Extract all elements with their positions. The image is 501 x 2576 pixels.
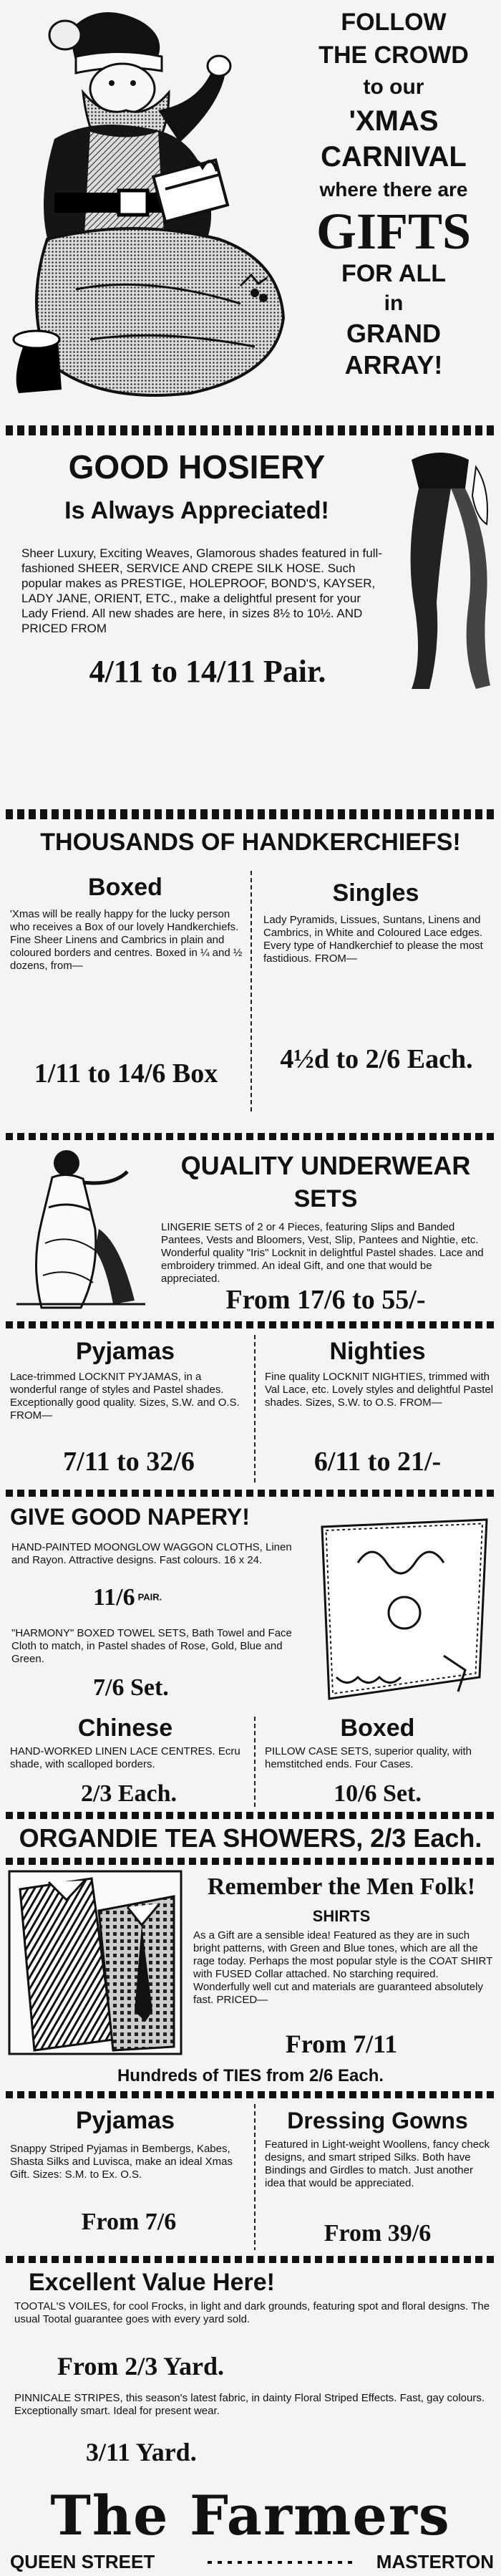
nighties-price: 6/11 to 21/-	[313, 1447, 442, 1477]
chinese-heading: Chinese	[77, 1714, 173, 1742]
mens-pyjamas-body: Snappy Striped Pyjamas in Bembergs, Kabes, Shasta Silks and Luvisca, make an ideal Xmas Gift. Sizes: S.M. to Ex. O.S.	[10, 2143, 233, 2181]
pillowcase-body: PILLOW CASE SETS, superior quality, with hemstitched ends. Four Cases.	[265, 1745, 472, 1770]
underwear-title: QUALITY UNDERWEAR	[180, 1151, 471, 1180]
napery-price1: 11/6	[93, 1584, 135, 1611]
handkerchiefs-singles-price: 4½d to 2/6 Each.	[280, 1044, 473, 1074]
divider	[6, 425, 495, 435]
value-body1: TOOTAL'S VOILES, for cool Frocks, in light and dark grounds, featuring spot and floral designs. The usual Tootal guarantee goes with every yard sold.	[14, 2300, 490, 2325]
underwear-title-sets: SETS	[293, 1185, 358, 1212]
handkerchiefs-title: THOUSANDS OF HANDKERCHIEFS!	[40, 829, 461, 856]
column-divider	[254, 2104, 256, 2250]
napery-price1-group	[93, 1584, 308, 1611]
napery-item2: "HARMONY" BOXED TOWEL SETS, Bath Towel and Face Cloth to match, in Pastel shades of Rose, Gold, Blue and Green.	[11, 1627, 292, 1665]
hosiery-body: Sheer Luxury, Exciting Weaves, Glamorous shades featured in full-fashioned SHEER, SERVICE AND CREPE SILK HOSE. Such popular makes as PRESTIGE, HOLEPROOF, BOND'S, KAYSER, LADY JANE, ORIENT, ETC., make a delightful present for your Lady Friend. All new shades are here, in sizes 8½ to 10½. AND PRICED FROM	[21, 546, 382, 635]
nighties-body: Fine quality LOCKNIT NIGHTIES, trimmed with Val Lace, etc. Lovely styles and delightful Pastel shades. Sizes, S.W. to O.S. FROM—	[265, 1371, 494, 1409]
napery-item1: HAND-PAINTED MOONGLOW WAGGON CLOTHS, Linen and Rayon. Attractive designs. Fast colours. 16 x 24.	[11, 1541, 292, 1566]
hosiery-section	[0, 438, 501, 804]
footer-street: QUEEN STREET	[10, 2551, 155, 2572]
value-title: Excellent Value Here!	[29, 2269, 275, 2296]
stocking-legs-illustration-icon	[390, 445, 497, 696]
footer-section	[0, 2479, 501, 2576]
organdie-line: ORGANDIE TEA SHOWERS, 2/3 Each.	[19, 1823, 482, 1853]
divider	[6, 1490, 495, 1497]
menfolk-price: From 7/11	[285, 2030, 398, 2058]
column-divider	[250, 871, 252, 1114]
header-line-in: in	[384, 291, 404, 315]
menfolk-section	[0, 1866, 501, 2090]
header-line-carnival: CARNIVAL	[321, 141, 467, 173]
handkerchiefs-singles-heading: Singles	[332, 879, 419, 907]
pillowcase-heading: Boxed	[340, 1714, 415, 1742]
nighties-heading: Nighties	[329, 1338, 426, 1365]
handkerchiefs-boxed-price: 1/11 to 14/6 Box	[34, 1058, 218, 1089]
divider	[6, 1321, 495, 1328]
value-price2: 3/11 Yard.	[86, 2438, 197, 2466]
chinese-price: 2/3 Each.	[80, 1780, 177, 1807]
lingerie-figure-illustration-icon	[13, 1143, 149, 1312]
hosiery-price: 4/11 to 14/11 Pair.	[89, 654, 326, 689]
handkerchiefs-boxed-heading: Boxed	[88, 874, 162, 901]
divider	[6, 1133, 495, 1140]
hosiery-title: GOOD HOSIERY	[68, 448, 326, 486]
napery-price2: 7/6 Set.	[93, 1674, 169, 1701]
dressing-gowns-price: From 39/6	[324, 2220, 432, 2247]
hosiery-subtitle: Is Always Appreciated!	[64, 497, 329, 524]
header-line-xmas: 'XMAS	[349, 105, 439, 137]
mens-pyjamas-heading: Pyjamas	[76, 2107, 175, 2134]
divider	[6, 1858, 495, 1865]
header-line-follow: FOLLOW	[341, 9, 447, 36]
header-text-block	[286, 6, 501, 381]
underwear-price: From 17/6 to 55/-	[225, 1285, 426, 1315]
header-line-the-crowd: THE CROWD	[318, 42, 469, 69]
tablecloth-illustration-icon	[315, 1513, 494, 1706]
header-line-where: where there are	[319, 178, 468, 201]
column-divider	[254, 1335, 256, 1482]
nightwear-section	[0, 1331, 501, 1487]
pyjamas-heading: Pyjamas	[76, 1338, 175, 1365]
menfolk-body: As a Gift are a sensible idea! Featured as they are in such bright patterns, with Green and Blue tones, which are all the rage today. Perhaps the most popular style is the COAT SHIRT with FUSED Collar attached. No starching required. Wonderfully well cut and materials are guaranteed absolutely fast. PRICED—	[193, 1929, 492, 2006]
napery-price1-unit: PAIR.	[137, 1591, 162, 1603]
handkerchiefs-boxed-body: 'Xmas will be really happy for the lucky person who receives a Box of our lovely Handkerchiefs. Fine Sheer Linens and Cambrics in plain and coloured borders and centres. Boxed in ¼ and ½ dozens, from—	[10, 908, 243, 972]
column-divider	[254, 1717, 256, 1808]
pyjamas-body: Lace-trimmed LOCKNIT PYJAMAS, in a wonderful range of styles and Pastel shades. Exceptionally good quality. Sizes, S.W. and O.S. FROM—	[10, 1371, 240, 1422]
chinese-body: HAND-WORKED LINEN LACE CENTRES. Ecru shade, with scalloped borders.	[10, 1745, 240, 1770]
mens-wear-section	[0, 2100, 501, 2254]
header-section	[0, 0, 501, 421]
santa-illustration-icon	[4, 3, 291, 415]
handkerchiefs-singles-body: Lady Pyramids, Lissues, Suntans, Linens and Cambrics, in White and Coloured Lace edges. Every type of Handkerchief to please the most fastidious. FROM—	[263, 914, 483, 965]
divider	[6, 809, 495, 819]
napery-section	[0, 1498, 501, 1813]
pillowcase-price: 10/6 Set.	[334, 1780, 422, 1807]
menfolk-subtitle: SHIRTS	[312, 1907, 371, 1925]
dressing-gowns-heading: Dressing Gowns	[287, 2108, 468, 2133]
ties-line: Hundreds of TIES from 2/6 Each.	[117, 2066, 384, 2085]
divider	[6, 2256, 495, 2263]
header-line-array: ARRAY!	[344, 350, 443, 380]
footer-town: MASTERTON	[376, 2551, 494, 2572]
underwear-body: LINGERIE SETS of 2 or 4 Pieces, featuring Slips and Banded Pantees, Vests and Bloomers, Vest, Slip, Pantees and Nightie, etc. Wonderful quality "Iris" Locknit in delightful Pastel shades. Lace and embroidery trimmed. An ideal Gift, and one that would be appreciated.	[161, 1221, 484, 1285]
header-line-for-all: FOR ALL	[341, 260, 447, 287]
mens-pyjamas-price: From 7/6	[81, 2209, 177, 2235]
footer-dots	[208, 2561, 358, 2564]
menfolk-title: Remember the Men Folk!	[207, 1873, 476, 1900]
handkerchiefs-section	[0, 821, 501, 1129]
value-section	[0, 2264, 501, 2479]
header-line-grand: GRAND	[346, 319, 441, 348]
napery-title: GIVE GOOD NAPERY!	[10, 1504, 250, 1530]
divider	[6, 1812, 495, 1819]
dressing-gowns-body: Featured in Light-weight Woollens, fancy check designs, and smart striped Silks. Both have Bindings and Girdles to match. Just another idea that would be appreciated.	[265, 2138, 490, 2189]
value-price1: From 2/3 Yard.	[57, 2352, 224, 2380]
divider	[6, 2091, 495, 2098]
header-line-gifts: GIFTS	[316, 203, 472, 260]
pyjamas-price: 7/11 to 32/6	[63, 1447, 195, 1477]
shirts-illustration-icon	[6, 1868, 185, 2058]
brand-name: The Farmers	[50, 2484, 451, 2547]
value-body2: PINNICALE STRIPES, this season's latest fabric, in dainty Floral Striped Effects. Fast, gay colours. Exceptionally smart. Ideal for present wear.	[14, 2392, 485, 2417]
header-line-to-our: to our	[363, 75, 424, 99]
